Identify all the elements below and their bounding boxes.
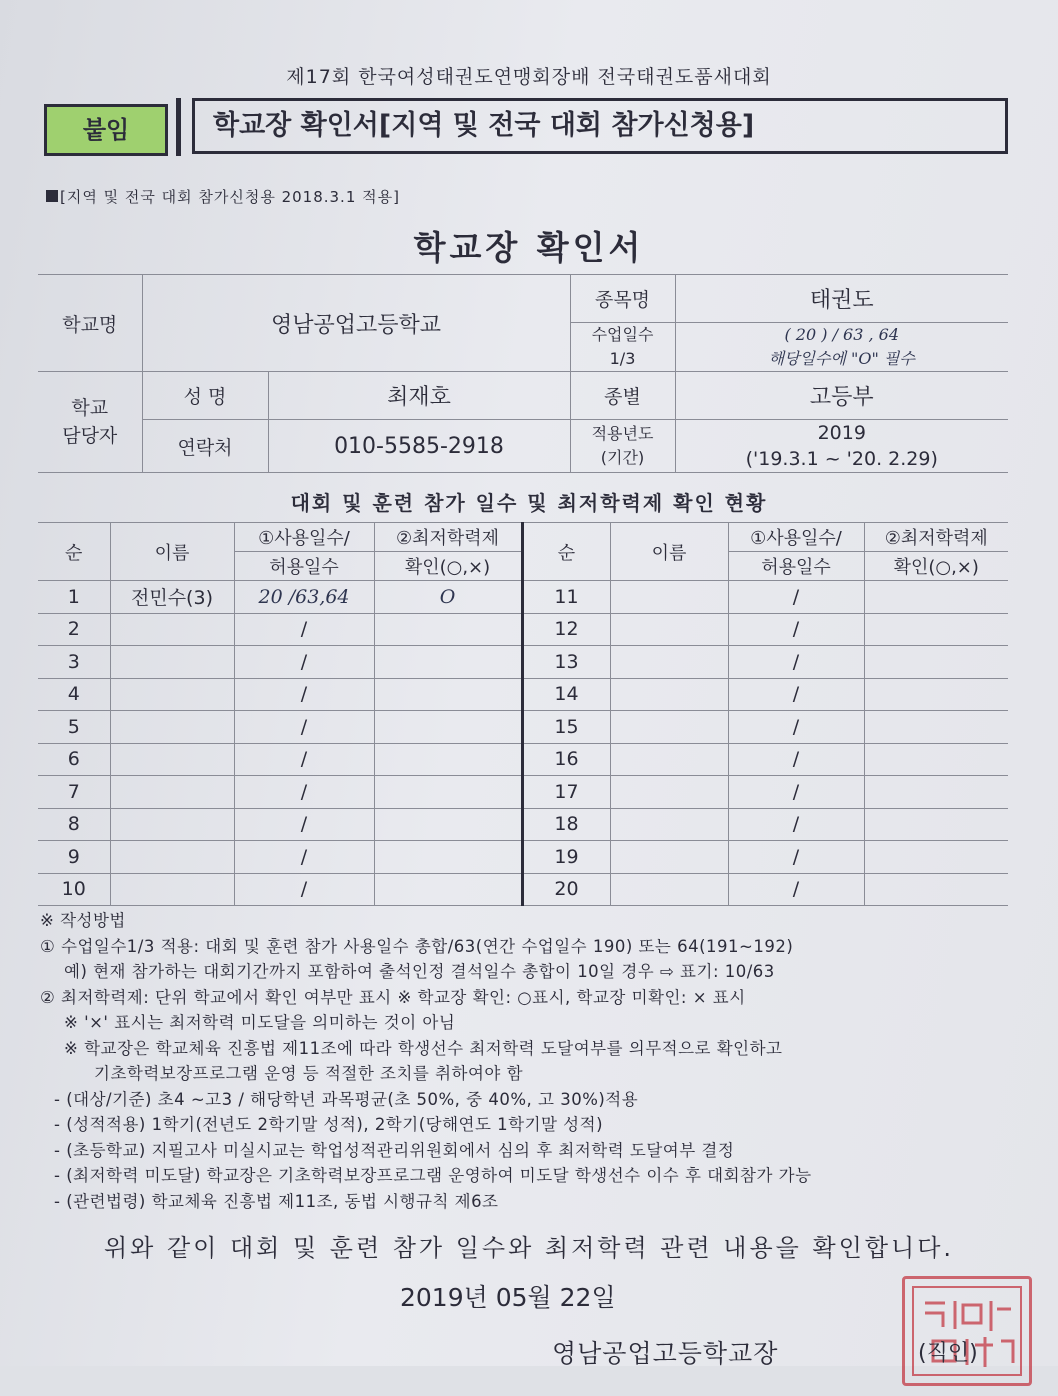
table-row bbox=[38, 808, 1008, 841]
form-title: 학교장 확인서[지역 및 전국 대회 참가신청용] bbox=[192, 98, 1008, 154]
school-name: 영남공업고등학교 bbox=[142, 275, 570, 372]
document-heading: 학교장 확인서 bbox=[413, 228, 645, 267]
row-name bbox=[110, 808, 234, 841]
school-info-table bbox=[38, 274, 1008, 473]
instruction-line: ※ '×' 표시는 최저학력 미도달을 의미하는 것이 아님 bbox=[64, 1013, 456, 1032]
header-name: 이름 bbox=[110, 523, 234, 581]
row-name bbox=[110, 678, 234, 711]
status-title: 대회 및 훈련 참가 일수 및 최저학력제 확인 현황 bbox=[290, 491, 768, 515]
instruction-line: 기초학력보장프로그램 운영 등 적절한 조치를 취하여야 함 bbox=[94, 1064, 524, 1083]
row-name bbox=[110, 711, 234, 744]
row-used-days: / bbox=[728, 841, 864, 874]
row-minimum-check bbox=[374, 808, 522, 841]
row-name bbox=[610, 646, 728, 679]
row-name bbox=[610, 613, 728, 646]
row-used-days: / bbox=[728, 581, 864, 614]
row-number: 4 bbox=[38, 678, 110, 711]
year-value: 2019 bbox=[817, 422, 866, 444]
row-minimum-check bbox=[374, 743, 522, 776]
event-title: 제17회 한국여성태권도연맹회장배 전국태권도품새대회 bbox=[286, 66, 772, 88]
row-minimum-check bbox=[374, 678, 522, 711]
row-number: 6 bbox=[38, 743, 110, 776]
table-row bbox=[38, 743, 1008, 776]
contact-person-label bbox=[38, 372, 142, 473]
header-check-line2: 확인(○,×) bbox=[374, 552, 522, 581]
row-name bbox=[610, 711, 728, 744]
row-name bbox=[110, 841, 234, 874]
row-number: 2 bbox=[38, 613, 110, 646]
instruction-line: - (최저학력 미도달) 학교장은 기초학력보장프로그램 운영하여 미도달 학생선수 이수 후 대회참가 가능 bbox=[54, 1166, 812, 1185]
table-row bbox=[38, 776, 1008, 809]
header-check-line1: ②최저학력제 bbox=[374, 523, 522, 552]
category-value: 고등부 bbox=[675, 372, 1008, 420]
note-text: [지역 및 전국 대회 참가신청용 2018.3.1 적용] bbox=[60, 188, 400, 206]
applicability-note bbox=[46, 186, 400, 207]
row-number: 12 bbox=[522, 613, 610, 646]
contact-label-line2: 담당자 bbox=[62, 425, 118, 447]
confirmation-statement: 위와 같이 대회 및 훈련 참가 일수와 최저학력 관련 내용을 확인합니다. bbox=[103, 1234, 955, 1262]
header-check-line1-right: ②최저학력제 bbox=[864, 523, 1008, 552]
row-used-days: / bbox=[234, 873, 374, 906]
table-body bbox=[38, 581, 1008, 906]
row-minimum-check bbox=[864, 873, 1008, 906]
contact-name: 최재호 bbox=[268, 372, 570, 420]
instruction-line: - (관련법령) 학교체육 진흥법 제11조, 동법 시행규칙 제6조 bbox=[54, 1191, 499, 1211]
row-minimum-check: O bbox=[374, 581, 522, 614]
class-days-label bbox=[570, 323, 675, 372]
row-used-days: / bbox=[728, 808, 864, 841]
name-label: 성 명 bbox=[142, 372, 268, 420]
row-used-days: / bbox=[234, 743, 374, 776]
year-period: ('19.3.1 ~ '20. 2.29) bbox=[745, 448, 938, 470]
row-name bbox=[610, 743, 728, 776]
row-name bbox=[610, 873, 728, 906]
row-minimum-check bbox=[864, 841, 1008, 874]
row-used-days: / bbox=[728, 678, 864, 711]
issue-date: 2019년 05월 22일 bbox=[400, 1283, 616, 1312]
row-number: 11 bbox=[522, 581, 610, 614]
table-row bbox=[38, 841, 1008, 874]
row-number: 1 bbox=[38, 581, 110, 614]
row-number: 14 bbox=[522, 678, 610, 711]
phone-value: 010-5585-2918 bbox=[268, 420, 570, 473]
row-used-days: / bbox=[234, 678, 374, 711]
row-number: 20 bbox=[522, 873, 610, 906]
class-days-label-line1: 수업일수 bbox=[591, 325, 654, 344]
row-number: 10 bbox=[38, 873, 110, 906]
contact-label-line1: 학교 bbox=[71, 397, 109, 419]
category-label: 종별 bbox=[570, 372, 675, 420]
row-used-days: / bbox=[728, 873, 864, 906]
row-name: 전민수(3) bbox=[110, 581, 234, 614]
instructions bbox=[40, 908, 1030, 1214]
attachment-badge: 붙임 bbox=[44, 104, 168, 156]
row-minimum-check bbox=[374, 646, 522, 679]
row-used-days: / bbox=[234, 776, 374, 809]
instruction-line: 예) 현재 참가하는 대회기간까지 포함하여 출석인정 결석일수 총합이 10일 경우 ⇨ 표기: 10/63 bbox=[64, 962, 775, 981]
row-name bbox=[110, 646, 234, 679]
row-minimum-check bbox=[374, 711, 522, 744]
row-used-days: / bbox=[234, 841, 374, 874]
seal-label: (직인) bbox=[918, 1341, 978, 1366]
event-label: 종목명 bbox=[570, 275, 675, 323]
class-days-value-cell bbox=[675, 323, 1008, 372]
row-minimum-check bbox=[374, 613, 522, 646]
instruction-line: ② 최저학력제: 단위 학교에서 확인 여부만 표시 ※ 학교장 확인: ○표시, 학교장 미확인: × 표시 bbox=[40, 987, 746, 1007]
row-number: 9 bbox=[38, 841, 110, 874]
seal-icon bbox=[905, 1279, 1029, 1383]
title-divider bbox=[176, 98, 181, 156]
row-name bbox=[110, 613, 234, 646]
table-row bbox=[38, 711, 1008, 744]
row-used-days: / bbox=[234, 711, 374, 744]
header-days-line2-right: 허용일수 bbox=[728, 552, 864, 581]
row-minimum-check bbox=[374, 873, 522, 906]
table-row bbox=[38, 678, 1008, 711]
row-name bbox=[610, 776, 728, 809]
year-label-line1: 적용년도 bbox=[591, 424, 654, 443]
row-number: 13 bbox=[522, 646, 610, 679]
instruction-line: - (초등학교) 지필고사 미실시교는 학업성적관리위원회에서 심의 후 최저학력 도달여부 결정 bbox=[54, 1140, 735, 1160]
square-bullet-icon bbox=[46, 190, 58, 202]
row-name bbox=[610, 841, 728, 874]
row-number: 15 bbox=[522, 711, 610, 744]
header-days-line2: 허용일수 bbox=[234, 552, 374, 581]
instruction-line: ※ 학교장은 학교체육 진흥법 제11조에 따라 학생선수 최저학력 도달여부를 의무적으로 확인하고 bbox=[64, 1038, 783, 1058]
header-days-line1: ①사용일수/ bbox=[234, 523, 374, 552]
row-minimum-check bbox=[864, 613, 1008, 646]
row-minimum-check bbox=[374, 776, 522, 809]
class-days-value: ( 20 ) / 63 , 64 bbox=[784, 325, 900, 344]
table-row bbox=[38, 613, 1008, 646]
table-row bbox=[38, 873, 1008, 906]
row-name bbox=[610, 808, 728, 841]
school-label: 학교명 bbox=[38, 275, 142, 372]
year-label bbox=[570, 420, 675, 473]
year-value-cell bbox=[675, 420, 1008, 473]
row-number: 19 bbox=[522, 841, 610, 874]
row-number: 5 bbox=[38, 711, 110, 744]
row-number: 17 bbox=[522, 776, 610, 809]
table-header-row bbox=[38, 523, 1008, 552]
table-row bbox=[38, 581, 1008, 614]
header-check-line2-right: 확인(○,×) bbox=[864, 552, 1008, 581]
row-used-days: / bbox=[728, 613, 864, 646]
event-value: 태권도 bbox=[675, 275, 1008, 323]
row-used-days: / bbox=[234, 646, 374, 679]
row-name bbox=[610, 581, 728, 614]
row-used-days: 20 /63,64 bbox=[234, 581, 374, 614]
row-minimum-check bbox=[864, 646, 1008, 679]
row-used-days: / bbox=[728, 743, 864, 776]
row-minimum-check bbox=[864, 776, 1008, 809]
row-used-days: / bbox=[728, 646, 864, 679]
row-name bbox=[610, 678, 728, 711]
row-minimum-check bbox=[864, 711, 1008, 744]
row-used-days: / bbox=[728, 711, 864, 744]
table-row bbox=[38, 646, 1008, 679]
row-number: 3 bbox=[38, 646, 110, 679]
class-days-label-line2: 1/3 bbox=[609, 349, 636, 368]
instruction-heading: ※ 작성방법 bbox=[40, 911, 126, 930]
row-number: 7 bbox=[38, 776, 110, 809]
header-days-line1-right: ①사용일수/ bbox=[728, 523, 864, 552]
header-no: 순 bbox=[38, 523, 110, 581]
row-number: 16 bbox=[522, 743, 610, 776]
row-minimum-check bbox=[374, 841, 522, 874]
phone-label: 연락처 bbox=[142, 420, 268, 473]
row-name bbox=[110, 873, 234, 906]
class-days-note: 해당일수에 "O" 필수 bbox=[768, 349, 915, 368]
instruction-line: ① 수업일수1/3 적용: 대회 및 훈련 참가 사용일수 총합/63(연간 수업일수 190) 또는 64(191~192) bbox=[40, 936, 794, 956]
row-minimum-check bbox=[864, 808, 1008, 841]
row-used-days: / bbox=[234, 808, 374, 841]
official-seal-stamp bbox=[902, 1276, 1032, 1386]
row-used-days: / bbox=[728, 776, 864, 809]
row-minimum-check bbox=[864, 581, 1008, 614]
instruction-line: - (성적적용) 1학기(전년도 2학기말 성적), 2학기(당해연도 1학기말 성적) bbox=[54, 1115, 604, 1134]
row-number: 8 bbox=[38, 808, 110, 841]
participation-table bbox=[38, 522, 1008, 906]
principal-name: 영남공업고등학교장 bbox=[552, 1339, 779, 1368]
row-minimum-check bbox=[864, 678, 1008, 711]
row-number: 18 bbox=[522, 808, 610, 841]
year-label-line2: (기간) bbox=[600, 448, 645, 467]
row-name bbox=[110, 776, 234, 809]
row-name bbox=[110, 743, 234, 776]
row-minimum-check bbox=[864, 743, 1008, 776]
instruction-line: - (대상/기준) 초4 ~고3 / 해당학년 과목평균(초 50%, 중 40%, 고 30%)적용 bbox=[54, 1089, 639, 1109]
header-name-right: 이름 bbox=[610, 523, 728, 581]
header-no-right: 순 bbox=[522, 523, 610, 581]
row-used-days: / bbox=[234, 613, 374, 646]
